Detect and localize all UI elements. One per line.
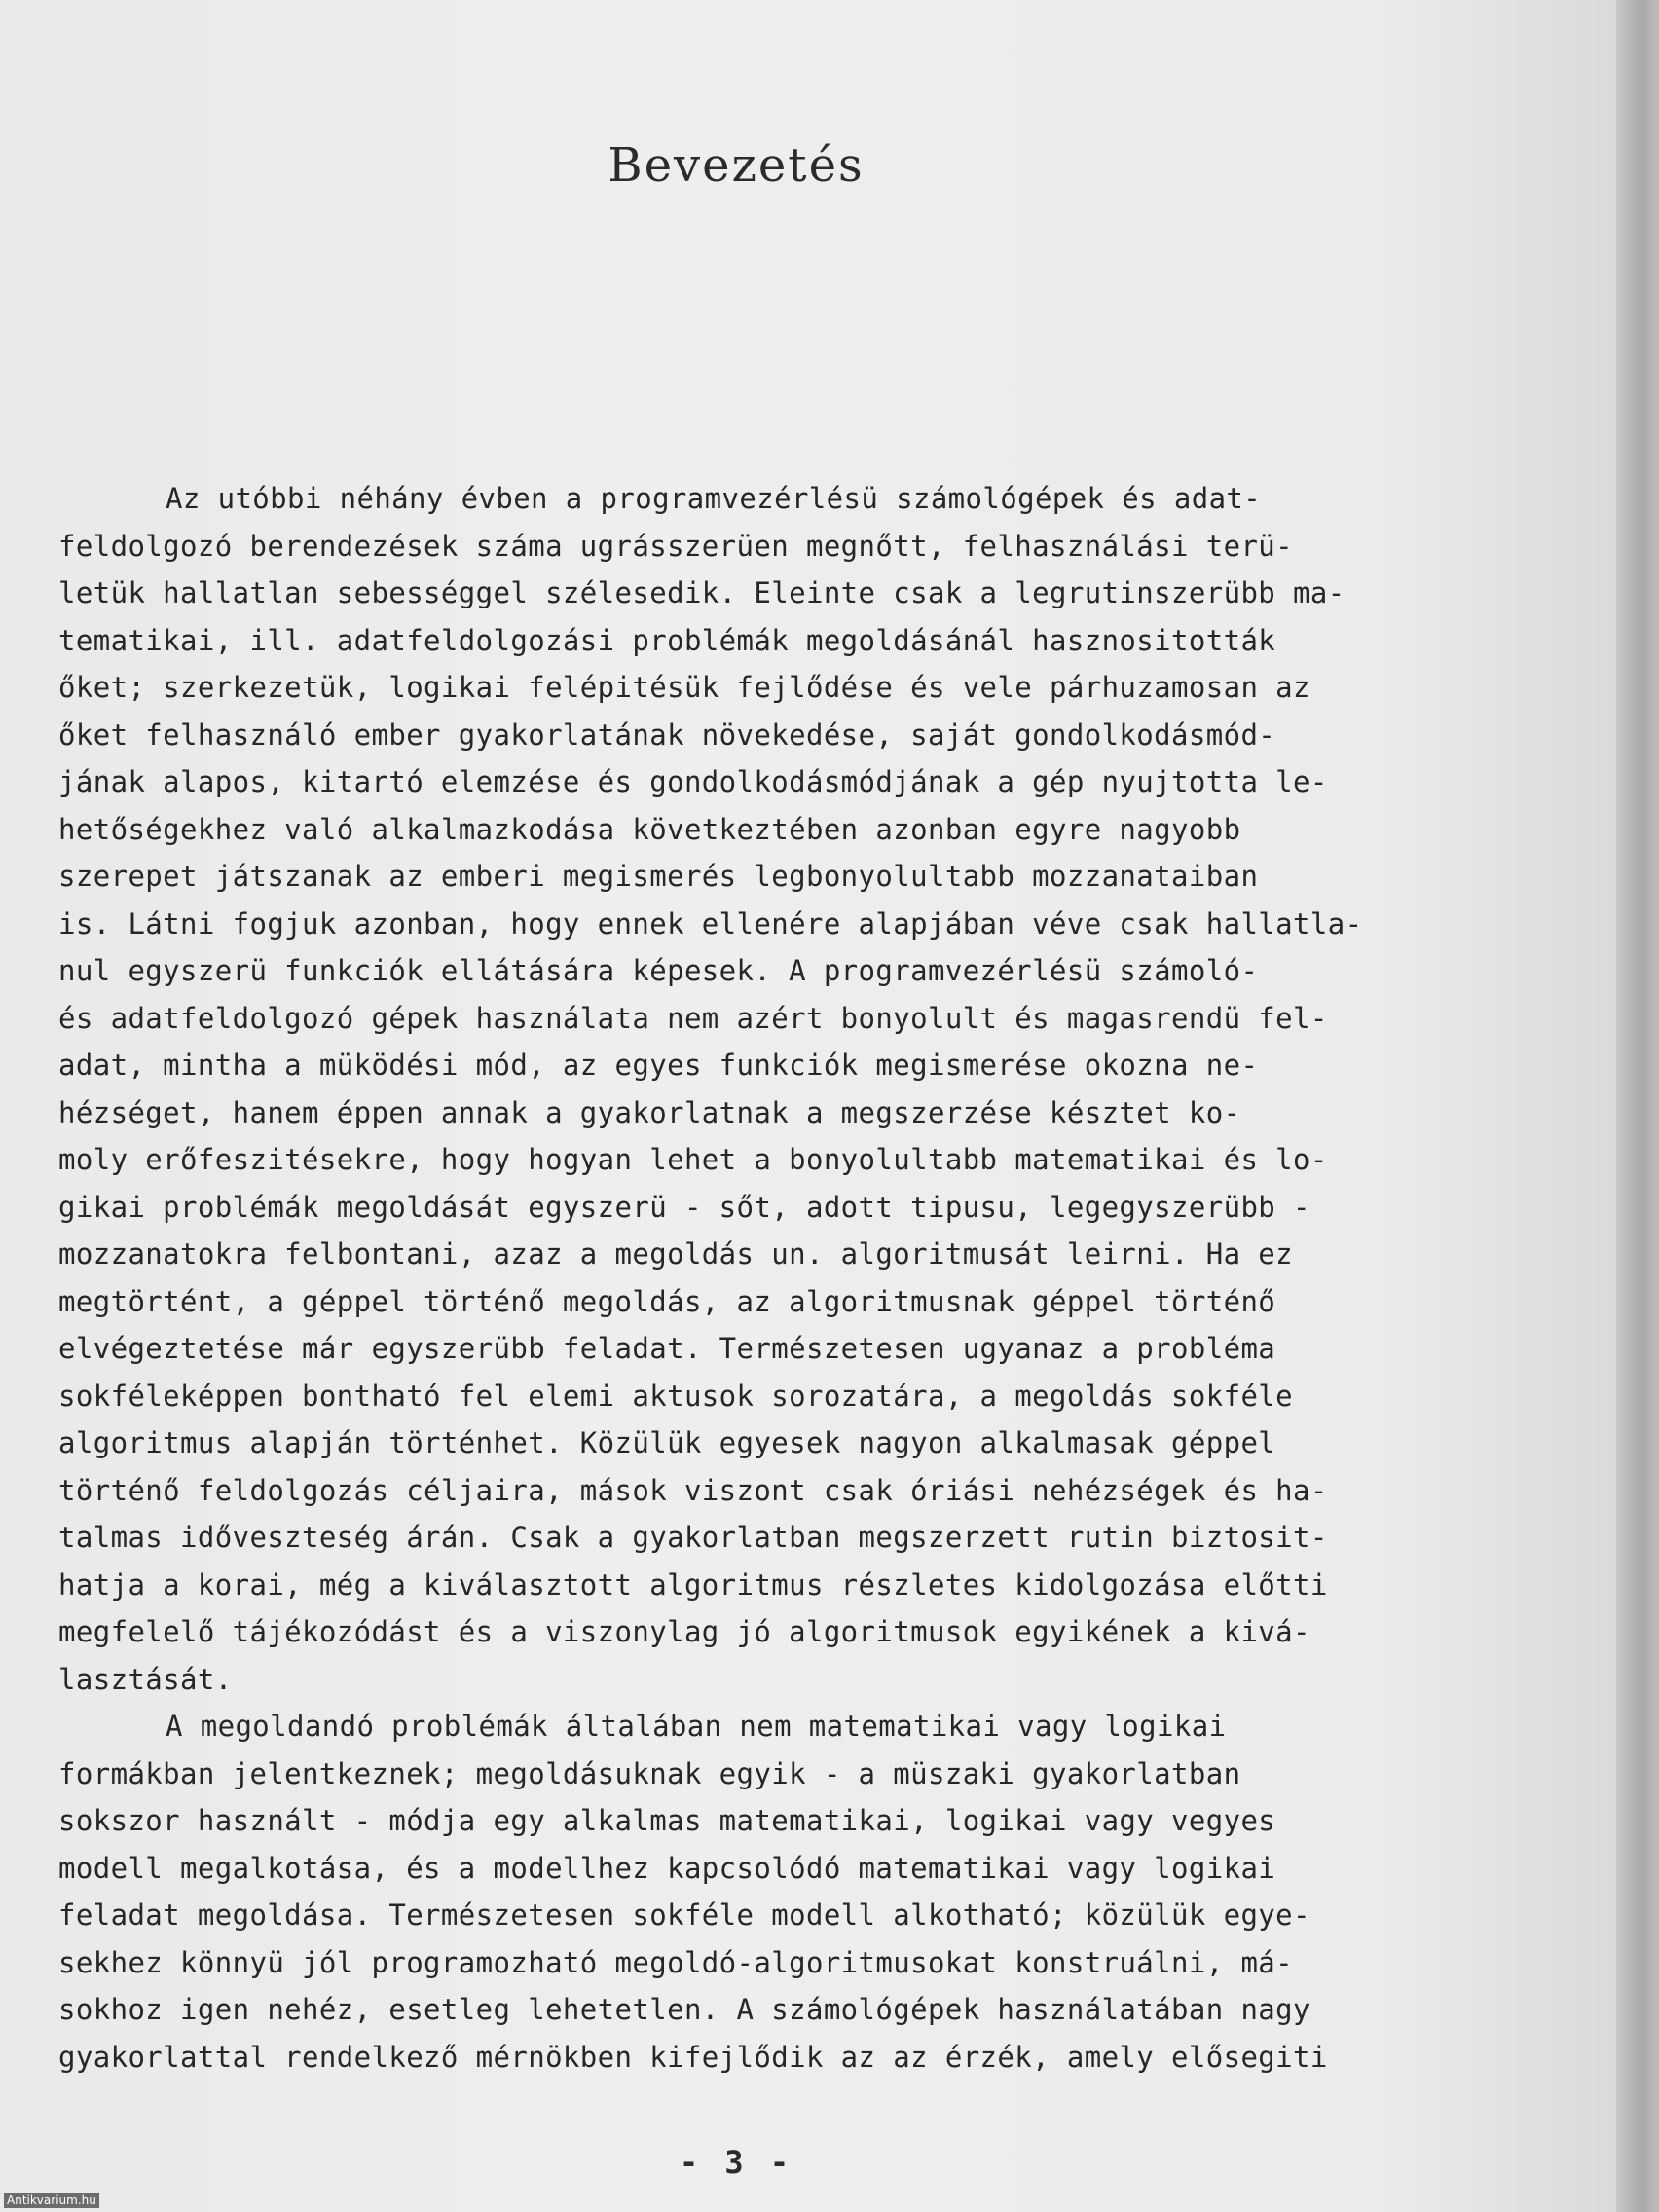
text-line: tematikai, ill. adatfeldolgozási problémák megoldásánál hasznositották (58, 623, 1276, 657)
text-line: Az utóbbi néhány évben a programvezérlésü számológépek és adat- (166, 482, 1262, 515)
text-line: nul egyszerü funkciók ellátására képesek. A programvezérlésü számoló- (58, 954, 1259, 987)
text-line: formákban jelentkeznek; megoldásuknak egyik - a müszaki gyakorlatban (58, 1756, 1241, 1790)
text-line: gyakorlattal rendelkező mérnökben kifejlődik az az érzék, amely elősegiti (58, 2040, 1328, 2074)
text-line: modell megalkotása, és a modellhez kapcsolódó matematikai vagy logikai (58, 1851, 1276, 1885)
text-line: moly erőfeszitésekre, hogy hogyan lehet a bonyolultabb matematikai és lo- (58, 1143, 1328, 1176)
text-line: algoritmus alapján történhet. Közülük egyesek nagyon alkalmasak géppel (58, 1426, 1276, 1459)
body-text (58, 475, 1460, 2081)
text-line: feldolgozó berendezések száma ugrásszerüen megnőtt, felhasználási terü- (58, 529, 1294, 563)
text-line: hetőségekhez való alkalmazkodása következtében azonban egyre nagyobb (58, 812, 1241, 846)
page-title: Bevezetés (608, 138, 865, 194)
book-spine-shadow (1616, 0, 1659, 2212)
text-line: sokszor használt - módja egy alkalmas matematikai, logikai vagy vegyes (58, 1804, 1276, 1837)
text-line: szerepet játszanak az emberi megismerés legbonyolultabb mozzanataiban (58, 860, 1259, 893)
text-line: megtörtént, a géppel történő megoldás, az algoritmusnak géppel történő (58, 1284, 1276, 1318)
text-line: A megoldandó problémák általában nem matematikai vagy logikai (166, 1710, 1227, 1743)
text-line: történő feldolgozás céljaira, mások viszont csak óriási nehézségek és ha- (58, 1473, 1328, 1507)
text-line: is. Látni fogjuk azonban, hogy ennek ellenére alapjában véve csak hallatla- (58, 906, 1363, 940)
text-line: lasztását. (58, 1662, 233, 1696)
text-line: hatja a korai, még a kiválasztott algoritmus részletes kidolgozása előtti (58, 1567, 1328, 1602)
watermark: Antikvarium.hu (4, 2193, 99, 2208)
text-line: sokhoz igen nehéz, esetleg lehetetlen. A számológépek használatában nagy (58, 1993, 1310, 2026)
text-line: őket felhasználó ember gyakorlatának növekedése, saját gondolkodásmód- (58, 718, 1276, 752)
text-line: hézséget, hanem éppen annak a gyakorlatnak a megszerzése késztet ko- (58, 1095, 1241, 1129)
text-line: megfelelő tájékozódást és a viszonylag jó algoritmusok egyikének a kivá- (58, 1615, 1310, 1648)
text-line: gikai problémák megoldását egyszerü - sőt, adott tipusu, legegyszerübb - (58, 1190, 1310, 1224)
text-line: őket; szerkezetük, logikai felépitésük fejlődése és vele párhuzamosan az (58, 671, 1310, 704)
text-line: letük hallatlan sebességgel szélesedik. Eleinte csak a legrutinszerübb ma- (58, 576, 1346, 609)
text-line: sekhez könnyü jól programozható megoldó-algoritmusokat konstruálni, má- (58, 1945, 1294, 1979)
page-number: - 3 - (679, 2144, 793, 2181)
text-line: és adatfeldolgozó gépek használata nem azért bonyolult és magasrendü fel- (58, 1001, 1328, 1035)
text-line: jának alapos, kitartó elemzése és gondolkodásmódjának a gép nyujtotta le- (58, 765, 1328, 798)
text-line: sokféleképpen bontható fel elemi aktusok sorozatára, a megoldás sokféle (58, 1379, 1294, 1413)
text-line: talmas időveszteség árán. Csak a gyakorlatban megszerzett rutin biztosit- (58, 1521, 1328, 1554)
text-line: feladat megoldása. Természetesen sokféle modell alkotható; közülük egye- (58, 1899, 1310, 1932)
text-line: mozzanatokra felbontani, azaz a megoldás un. algoritmusát leirni. Ha ez (58, 1237, 1294, 1271)
text-line: adat, mintha a müködési mód, az egyes funkciók megismerése okozna ne- (58, 1049, 1259, 1082)
text-line: elvégeztetése már egyszerübb feladat. Természetesen ugyanaz a probléma (58, 1332, 1276, 1365)
